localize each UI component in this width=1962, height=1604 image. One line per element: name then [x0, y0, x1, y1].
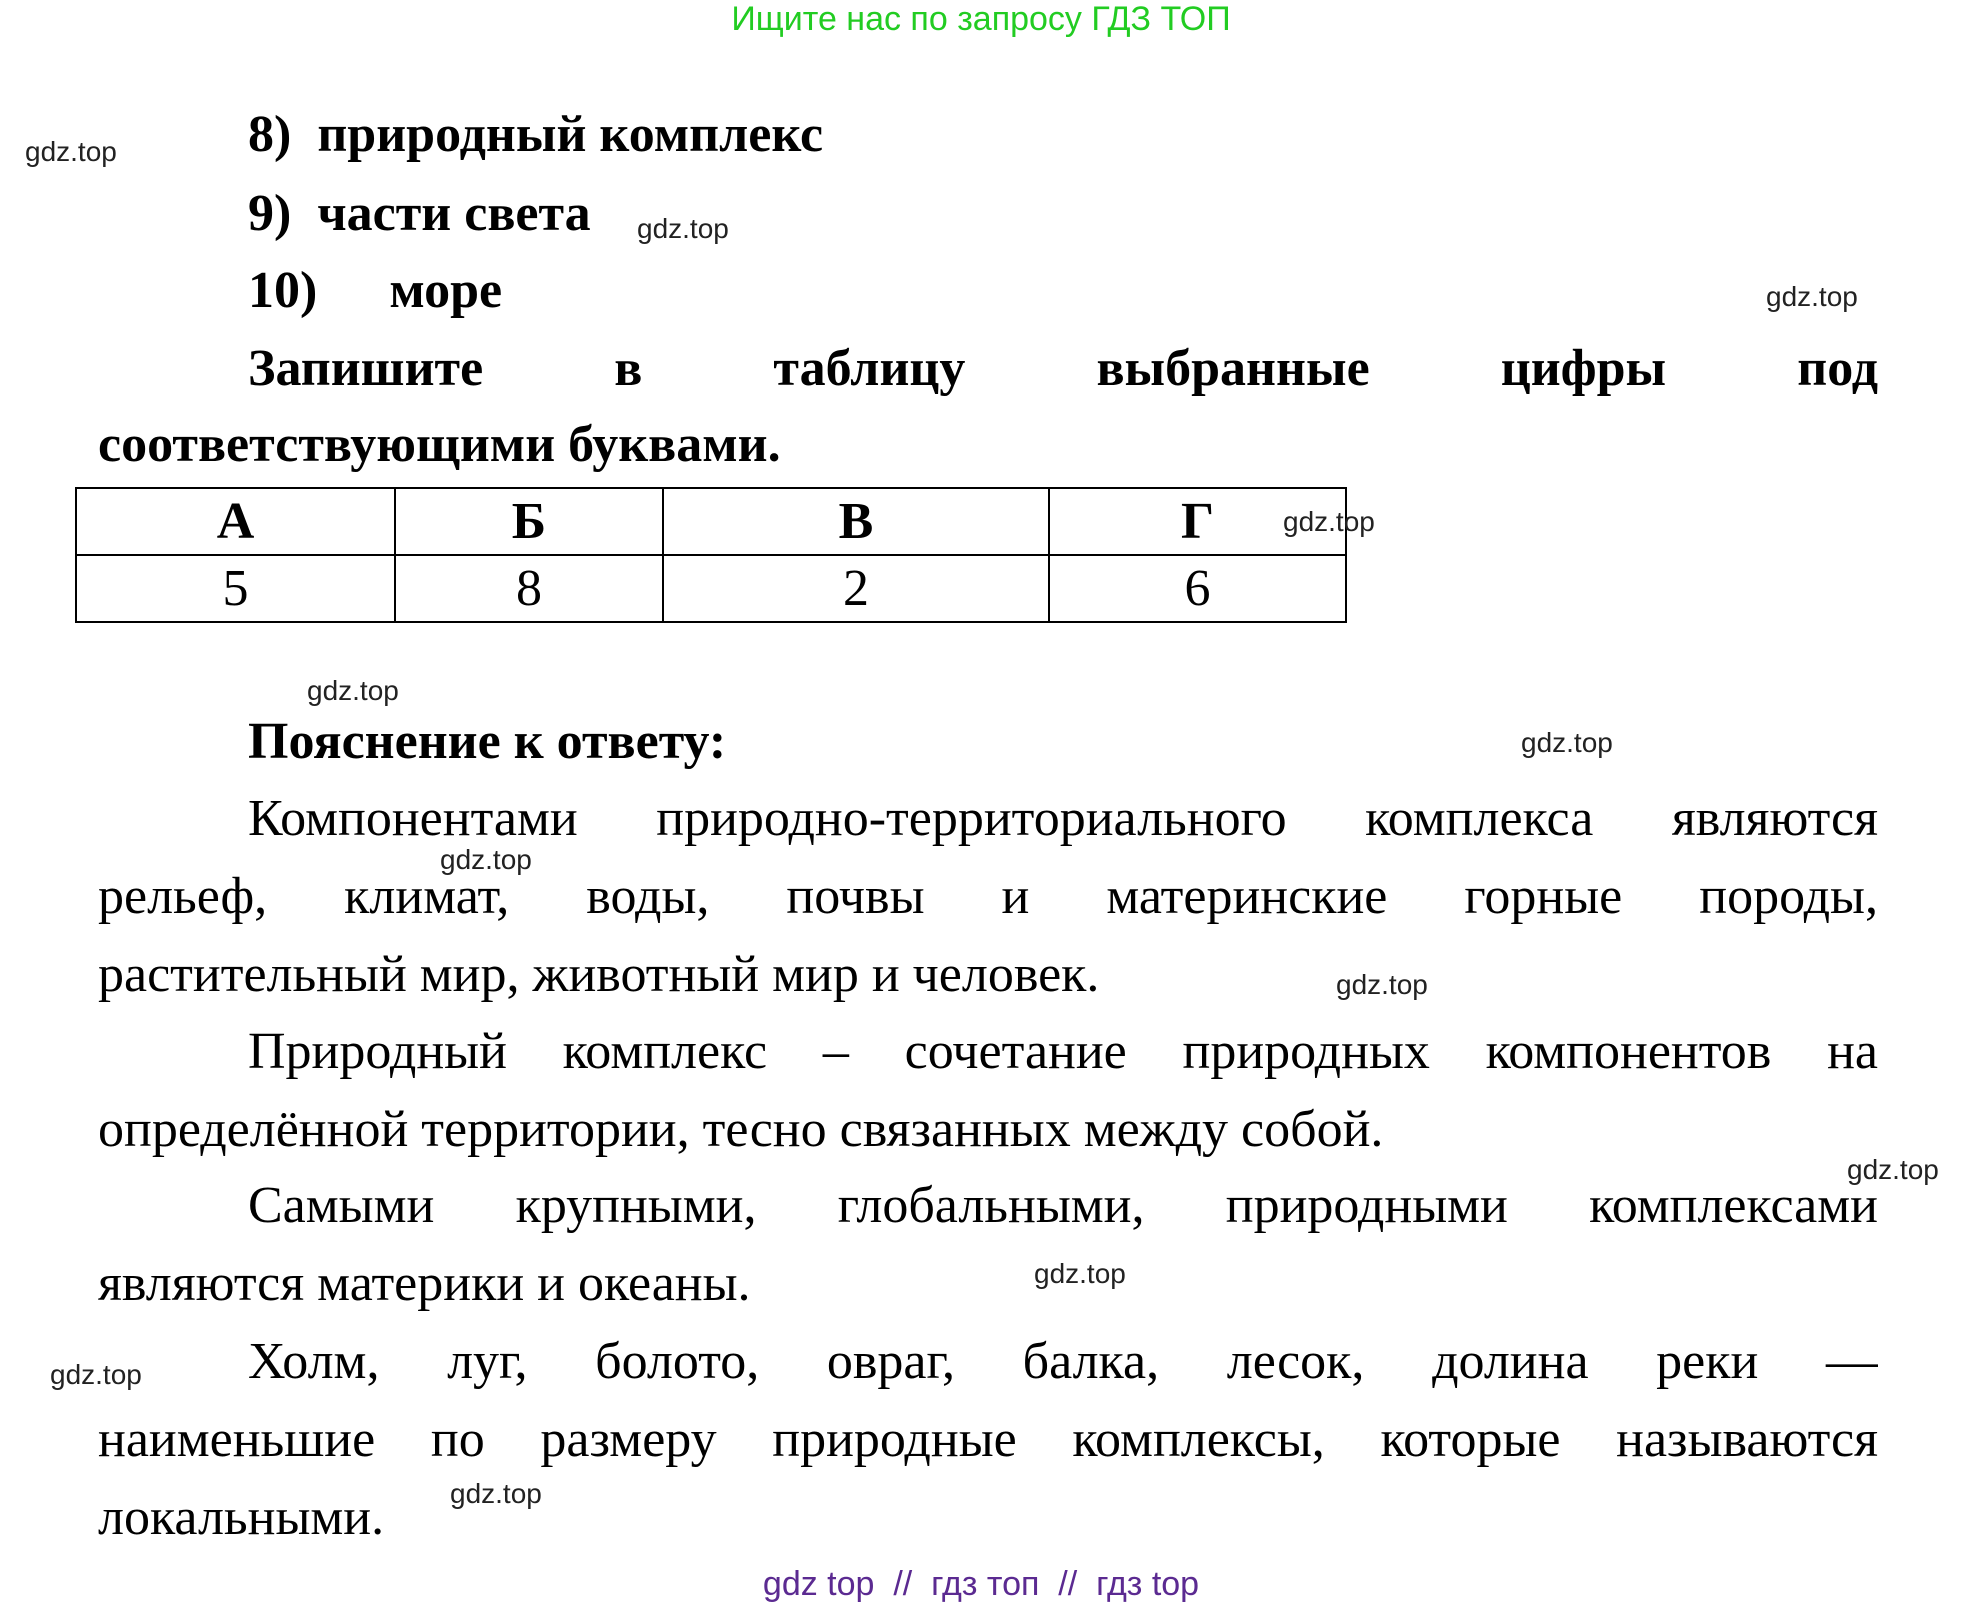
paragraph-line: определённой территории, тесно связанных между собой. [98, 1101, 1384, 1158]
item-number: 10) [248, 262, 318, 319]
watermark: gdz.top [1283, 506, 1375, 537]
watermark: gdz.top [50, 1359, 142, 1390]
table-row [76, 555, 1346, 622]
header-cell: В [663, 488, 1049, 555]
paragraph-line: локальными. [98, 1489, 385, 1546]
item-text: части света [317, 185, 591, 242]
value-cell: 2 [663, 555, 1049, 622]
watermark: gdz.top [450, 1478, 542, 1509]
item-text: природный комплекс [317, 106, 824, 163]
footer-watermark: gdz top // гдз топ // гдз top [762, 1565, 1200, 1603]
header-cell: Г [1049, 488, 1346, 555]
value-cell: 5 [76, 555, 395, 622]
instruction-line-2: соответствующими буквами. [98, 416, 781, 473]
item-number: 8) [248, 106, 292, 163]
paragraph-line: Самыми крупными, глобальными, природными комплексами [248, 1177, 1878, 1234]
item-9 [248, 179, 591, 249]
value-cell: 8 [395, 555, 663, 622]
watermark: gdz.top [25, 136, 117, 167]
paragraph-line: Холм, луг, болото, овраг, балка, лесок, долина реки — [248, 1333, 1878, 1390]
watermark: gdz.top [1766, 281, 1858, 312]
item-10 [248, 256, 502, 326]
instruction-line-1: Запишите в таблицу выбранные цифры под [248, 340, 1878, 397]
paragraph-line: наименьшие по размеру природные комплексы, которые называются [98, 1411, 1878, 1468]
paragraph-line: рельеф, климат, воды, почвы и материнские горные породы, [98, 868, 1878, 925]
item-text: море [389, 262, 503, 319]
answer-table [75, 487, 1347, 623]
explanation-title: Пояснение к ответу: [248, 713, 727, 770]
watermark: gdz.top [1521, 727, 1613, 758]
item-number: 9) [248, 185, 292, 242]
watermark: gdz.top [1034, 1258, 1126, 1289]
watermark: gdz.top [1336, 969, 1428, 1000]
paragraph-line: растительный мир, животный мир и человек. [98, 946, 1100, 1003]
watermark: gdz.top [637, 213, 729, 244]
paragraph-line: являются материки и океаны. [98, 1255, 751, 1312]
watermark: gdz.top [307, 675, 399, 706]
watermark: gdz.top [1847, 1154, 1939, 1185]
paragraph-line: Природный комплекс – сочетание природных компонентов на [248, 1023, 1878, 1080]
header-cell: Б [395, 488, 663, 555]
table-header-row [76, 488, 1346, 555]
header-cell: А [76, 488, 395, 555]
item-8 [248, 100, 823, 170]
paragraph-line: Компонентами природно-территориального комплекса являются [248, 790, 1878, 847]
search-banner: Ищите нас по запросу ГДЗ ТОП [731, 0, 1231, 38]
watermark: gdz.top [440, 844, 532, 875]
value-cell: 6 [1049, 555, 1346, 622]
